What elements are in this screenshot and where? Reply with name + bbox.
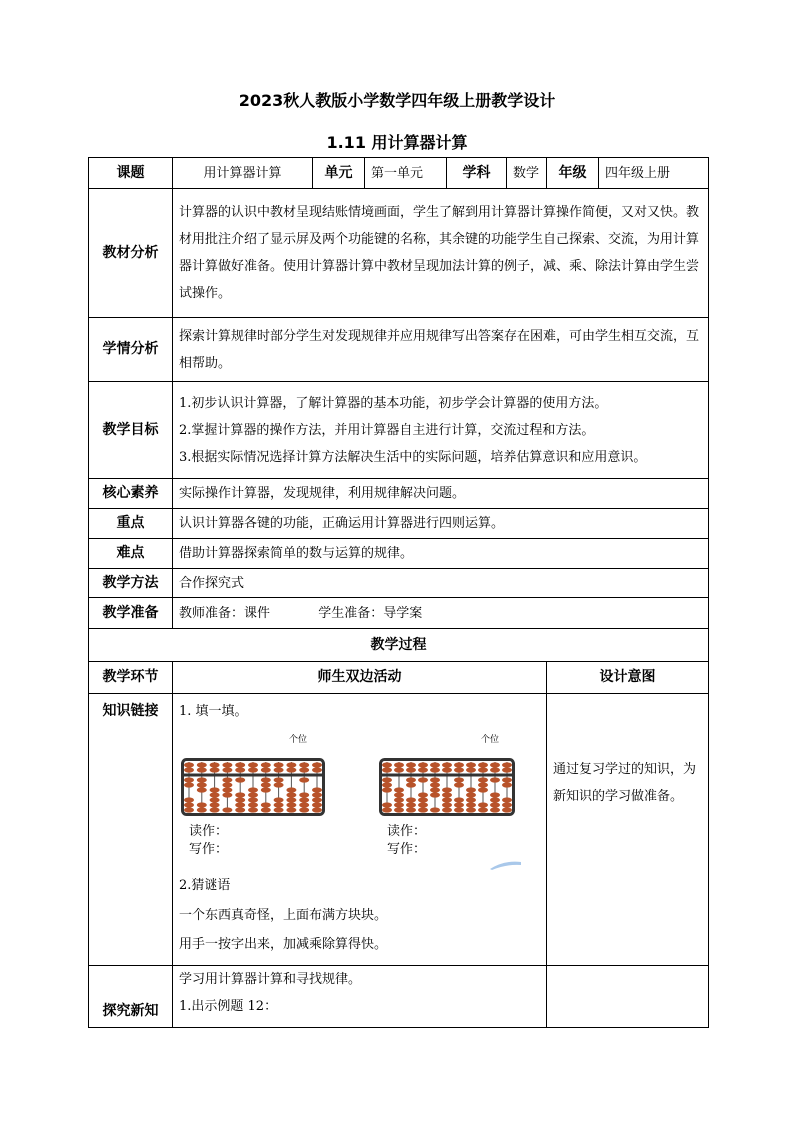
knowledge-activity-cell (173, 694, 547, 966)
explore-label: 探究新知 (89, 966, 173, 1028)
topic-value: 用计算器计算 (173, 158, 313, 189)
preparation-label: 教学准备 (89, 598, 173, 629)
lesson-plan-table (88, 157, 709, 1028)
teaching-goals-label: 教学目标 (89, 382, 173, 479)
material-analysis-row (89, 189, 709, 318)
activity-column-header: 师生双边活动 (173, 662, 547, 694)
place-label-1 (289, 735, 308, 745)
difficulty-label: 难点 (89, 539, 173, 569)
write-label-1: 写作： (189, 842, 229, 857)
decorative-mark (488, 860, 522, 870)
grade-label: 年级 (547, 158, 599, 189)
info-row (89, 158, 709, 189)
riddle-line-2: 用手一按字出来，加减乘除算得快。 (179, 937, 388, 952)
unit-value: 第一单元 (365, 158, 447, 189)
knowledge-link-row (89, 694, 709, 966)
abacus-image-2 (379, 758, 515, 816)
fill-in-question: 1. 填一填。 (179, 704, 248, 719)
document-title: 2023秋人教版小学数学四年级上册教学设计 (238, 91, 556, 110)
goal-item: 2.掌握计算器的操作方法，并用计算器自主进行计算，交流过程和方法。 (179, 422, 595, 438)
core-literacy-label: 核心素养 (89, 479, 173, 509)
method-text: 合作探究式 (173, 569, 709, 598)
place-label-text: 个位 (481, 735, 500, 745)
read-label-2: 读作： (387, 824, 427, 839)
teaching-goals-cell (173, 382, 709, 479)
student-prep: 学生准备：导学案 (318, 605, 423, 621)
material-analysis-label: 教材分析 (89, 189, 173, 318)
method-row (89, 569, 709, 598)
subject-label: 学科 (447, 158, 507, 189)
difficulty-row (89, 539, 709, 569)
intent-column-header: 设计意图 (547, 662, 709, 694)
place-label-2 (481, 735, 500, 745)
knowledge-intent-text: 通过复习学过的知识，为新知识的学习做准备。 (547, 694, 709, 966)
teacher-prep: 教师准备：课件 (179, 605, 271, 621)
explore-activity-cell (173, 966, 547, 1028)
key-point-text: 认识计算器各键的功能，正确运用计算器进行四则运算。 (173, 509, 709, 539)
process-columns-row (89, 662, 709, 694)
goal-item: 1.初步认识计算器，了解计算器的基本功能，初步学会计算器的使用方法。 (179, 395, 608, 411)
write-label-2: 写作： (387, 842, 427, 857)
riddle-line-1: 一个东西真奇怪，上面布满方块块。 (179, 908, 388, 923)
place-label-text: 个位 (289, 735, 308, 745)
goal-item: 3.根据实际情况选择计算方法解决生活中的实际问题，培养估算意识和应用意识。 (179, 449, 647, 465)
method-label: 教学方法 (89, 569, 173, 598)
key-point-label: 重点 (89, 509, 173, 539)
student-analysis-text: 探索计算规律时部分学生对发现规律并应用规律写出答案存在困难，可由学生相互交流，互相帮助。 (173, 318, 709, 382)
lesson-title: 1.11 用计算器计算 (326, 133, 468, 152)
explore-row (89, 966, 709, 1028)
explore-line-1: 学习用计算器计算和寻找规律。 (179, 972, 362, 987)
topic-label: 课题 (89, 158, 173, 189)
knowledge-link-label: 知识链接 (89, 694, 173, 966)
process-header-row (89, 629, 709, 662)
riddle-question: 2.猜谜语 (179, 878, 231, 893)
explore-intent-cell (547, 966, 709, 1028)
unit-label: 单元 (313, 158, 365, 189)
process-header: 教学过程 (89, 629, 709, 662)
core-literacy-row (89, 479, 709, 509)
explore-line-2: 1.出示例题 12： (179, 999, 278, 1014)
read-label-1: 读作： (189, 824, 229, 839)
teaching-goals-row (89, 382, 709, 479)
core-literacy-text: 实际操作计算器，发现规律，利用规律解决问题。 (173, 479, 709, 509)
student-analysis-row (89, 318, 709, 382)
subject-value: 数学 (507, 158, 547, 189)
difficulty-text: 借助计算器探索简单的数与运算的规律。 (173, 539, 709, 569)
preparation-row (89, 598, 709, 629)
key-point-row (89, 509, 709, 539)
preparation-cell (173, 598, 709, 629)
abacus-image-1 (181, 758, 325, 816)
stage-column-header: 教学环节 (89, 662, 173, 694)
student-analysis-label: 学情分析 (89, 318, 173, 382)
grade-value: 四年级上册 (599, 158, 709, 189)
material-analysis-text: 计算器的认识中教材呈现结账情境画面，学生了解到用计算器计算操作简便，又对又快。教材用批注介绍了显示屏及两个功能键的名称，其余键的功能学生自己探索、交流，为用计算器计算做好准备。使用计算器计算中教材呈现加法计算的例子，减、乘、除法计算由学生尝试操作。 (173, 189, 709, 318)
